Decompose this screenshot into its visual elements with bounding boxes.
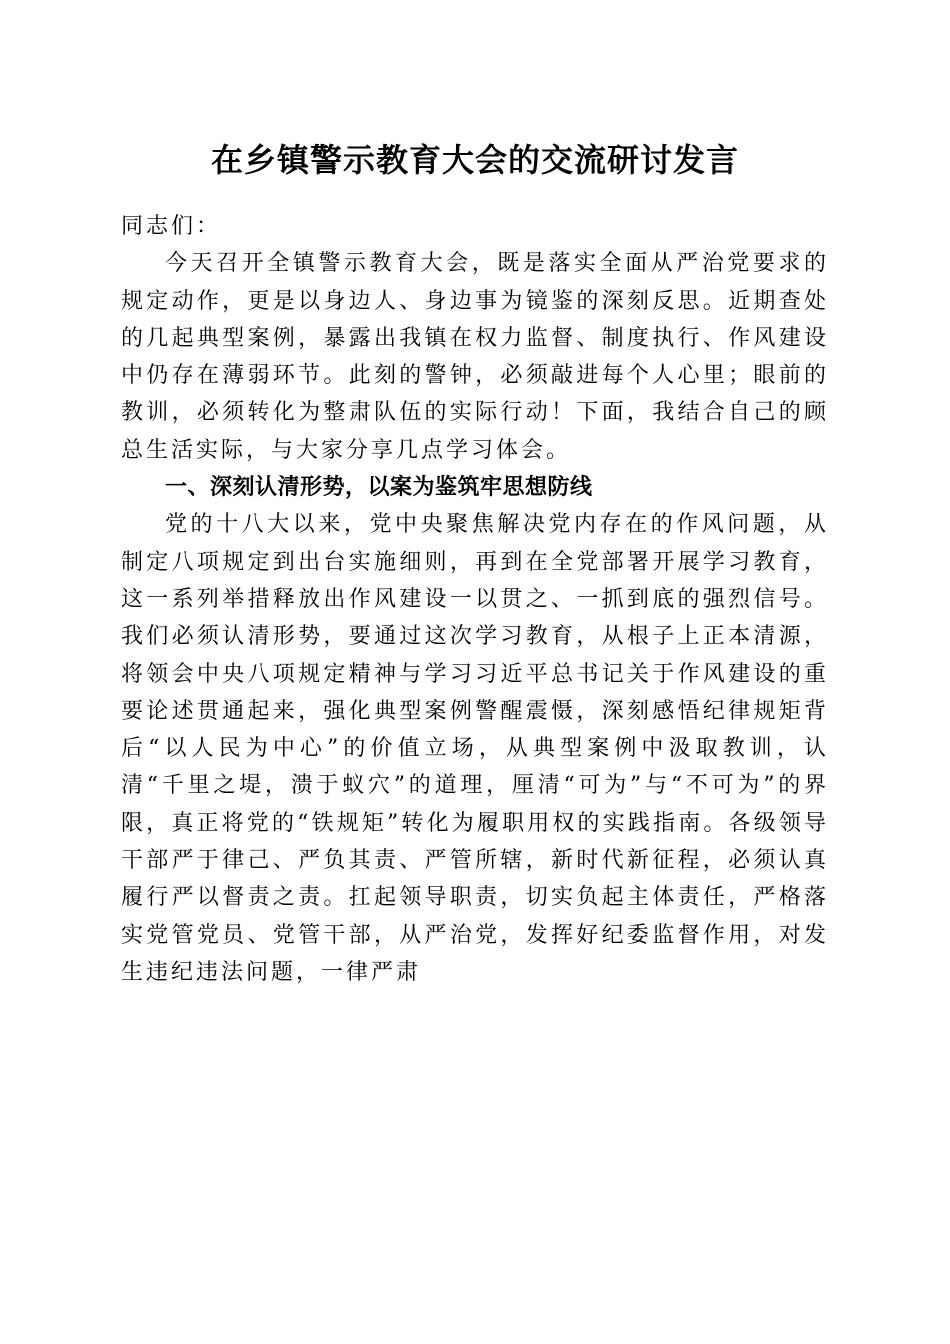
document-body — [121, 208, 829, 991]
document-title: 在乡镇警示教育大会的交流研讨发言 — [210, 141, 739, 179]
paragraph-section-1: 党的十八大以来，党中央聚焦解决党内存在的作风问题，从制定八项规定到出台实施细则，再到在全党部署开展学习教育，这一系列举措释放出作风建设一以贯之、一抓到底的强烈信号。我们必须认清形势，要通过这次学习教育，从根子上正本清源，将领会中央八项规定精神与学习习近平总书记关于作风建设的重要论述贯通起来，强化典型案例警醒震慑，深刻感悟纪律规矩背后“以人民为中心”的价值立场，从典型案例中汲取教训，认清“千里之堤，溃于蚁穴”的道理，厘清“可为”与“不可为”的界限，真正将党的“铁规矩”转化为履职用权的实践指南。各级领导干部严于律己、严负其责、严管所辖，新时代新征程，必须认真履行严以督责之责。扛起领导职责，切实负起主体责任，严格落实党管党员、党管干部，从严治党，发挥好纪委监督作用，对发生违纪违法问题，一律严肃 — [121, 512, 829, 985]
salutation: 同志们： — [121, 214, 222, 239]
paragraph-intro: 今天召开全镇警示教育大会，既是落实全面从严治党要求的规定动作，更是以身边人、身边事为镜鉴的深刻反思。近期查处的几起典型案例，暴露出我镇在权力监督、制度执行、作风建设中仍存在薄弱环节。此刻的警钟，必须敲进每个人心里；眼前的教训，必须转化为整肃队伍的实际行动！下面，我结合自己的顾总生活实际，与大家分享几点学习体会。 — [121, 251, 829, 463]
section-heading-1: 一、深刻认清形势，以案为鉴筑牢思想防线 — [165, 475, 593, 501]
